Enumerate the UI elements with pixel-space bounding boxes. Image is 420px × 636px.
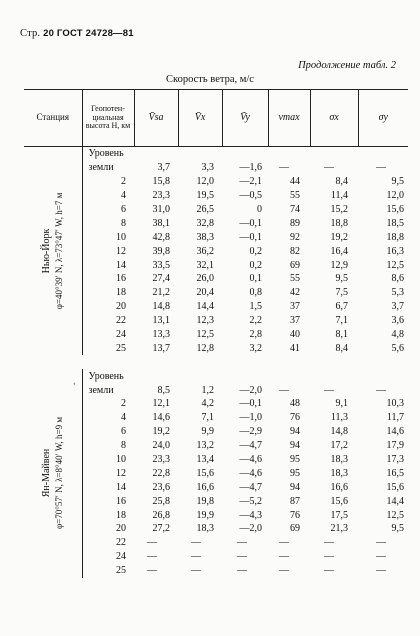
height-cell: 2 [121,398,126,410]
surface-label: Уровень [88,148,124,160]
table-cell: —0,1 [239,217,262,229]
table-cell: — [279,551,289,563]
table-cell: 95 [290,454,300,466]
table-cell: — [147,537,157,549]
height-cell: 16 [116,495,126,507]
table-cell: —4,7 [239,440,262,452]
height-cell: 10 [116,231,126,243]
table-cell: 94 [290,426,300,438]
table-cell: — [324,565,334,577]
table-cell: — [279,162,289,174]
table-cell: 9,1 [335,398,348,410]
height-cell: 20 [116,301,126,313]
height-cell: 18 [116,287,126,299]
col-vx: V̄x [178,90,222,147]
page-header [20,28,134,39]
col-vsa: V̄sa [134,90,178,147]
table-cell: 19,9 [196,509,214,521]
table-cell: 12,5 [386,509,404,521]
table-cell: — [376,537,386,549]
height-cell: 2 [121,176,126,188]
height-cell: 18 [116,509,126,521]
surface-label: Уровень [88,370,124,382]
station-name: Ян-Майвен [40,449,52,498]
table-cell: 8,4 [335,176,348,188]
surface-label-row [24,147,408,161]
table-cell: 36,2 [196,245,214,257]
table-cell: — [324,537,334,549]
height-cell: 8 [121,217,126,229]
table-cell: — [376,384,386,396]
table-cell: 13,1 [152,315,170,327]
table-cell: — [191,551,201,563]
col-height: Геопотен-циальная высота H, км [82,90,134,147]
table-cell: 12,0 [386,190,404,202]
table-cell: 32,8 [196,217,214,229]
table-cell: 44 [290,176,300,188]
table-cell: 18,5 [386,217,404,229]
table-cell: 12,5 [386,259,404,271]
table-cell: 76 [290,412,300,424]
table-cell: 13,2 [196,440,214,452]
table-cell: 17,3 [386,454,404,466]
table-cell: 38,3 [196,231,214,243]
table-cell: 3,7 [391,301,404,313]
table-cell: 94 [290,481,300,493]
wind-speed-table [24,89,408,578]
table-cell: — [324,162,334,174]
table-cell: 38,1 [152,217,170,229]
height-cell: 12 [116,467,126,479]
table-cell: — [324,551,334,563]
height-cell: 6 [121,426,126,438]
height-cell: 25 [116,342,126,354]
table-cell: —2,9 [239,426,262,438]
table-cell: 8,4 [335,342,348,354]
table-cell: 21,2 [152,287,170,299]
margin-mark: ʻ [73,381,76,390]
table-cell: 7,1 [201,412,214,424]
table-cell: —4,3 [239,509,262,521]
height-cell: 8 [121,440,126,452]
height-cell: 22 [116,315,126,327]
block-separator [24,355,408,369]
height-cell: 25 [116,565,126,577]
table-cell: 33,5 [152,259,170,271]
height-cell: 10 [116,454,126,466]
table-cell: 14,8 [152,301,170,313]
table-cell: 7,5 [335,287,348,299]
table-cell: — [147,551,157,563]
table-cell: 11,7 [386,412,404,424]
col-vmax: vmax [268,90,310,147]
table-header-row [24,90,408,147]
table-cell: 3,2 [249,342,262,354]
table-cell: 0,8 [249,287,262,299]
table-cell: 14,4 [386,495,404,507]
table-cell: 0,2 [249,245,262,257]
table-cell: — [324,384,334,396]
table-cell: 15,2 [330,204,348,215]
table-cell: 9,5 [391,523,404,535]
table-cell: — [237,537,247,549]
table-cell: 55 [290,190,300,202]
col-sx: σx [310,90,358,147]
table-cell: 37 [290,315,300,327]
table-cell: 0 [257,204,262,215]
table-cell: —0,5 [239,190,262,202]
table-cell: 0,2 [249,259,262,271]
table-cell: 87 [290,495,300,507]
table-cell: 48 [290,398,300,410]
height-cell: 4 [121,412,126,424]
table-cell: 13,4 [196,454,214,466]
surface-label: земли [88,162,114,174]
table-cell: 40 [290,329,300,341]
table-cell: 69 [290,523,300,535]
table-cell: 2,2 [249,315,262,327]
table-cell: 92 [290,231,300,243]
table-cell: 3,6 [391,315,404,327]
col-station: Станция [24,90,82,147]
table-cell: 24,0 [152,440,170,452]
table-cell: —4,6 [239,467,262,479]
table-cell: 11,3 [330,412,348,424]
station-cell [24,369,82,577]
table-cell: 9,5 [335,273,348,285]
table-cell: 5,6 [391,342,404,354]
table-subtitle: Скорость ветра, м/с [166,74,254,85]
table-cell: 94 [290,440,300,452]
table-cell: 25,8 [152,495,170,507]
height-cell: 22 [116,537,126,549]
table-cell: 15,6 [386,481,404,493]
table-cell: 14,6 [386,426,404,438]
table-cell: 12,0 [196,176,214,188]
table-cell: 13,3 [152,329,170,341]
station-name: Нью-Йорк [40,228,52,274]
table-cell: 15,8 [152,176,170,188]
table-cell: —5,2 [239,495,262,507]
col-vy: V̄y [222,90,268,147]
height-cell: 12 [116,245,126,257]
table-cell: —2,0 [239,523,262,535]
table-cell: 8,6 [391,273,404,285]
table-cell: — [237,551,247,563]
table-cell: 42 [290,287,300,299]
table-cell: 15,6 [330,495,348,507]
table-cell: 10,3 [386,398,404,410]
table-cell: — [237,565,247,577]
table-cell: 19,2 [330,231,348,243]
table-cell: 16,4 [330,245,348,257]
table-cell: 4,2 [201,398,214,410]
table-cell: 23,6 [152,481,170,493]
table-cell: 74 [290,204,300,215]
table-cell: 32,1 [196,259,214,271]
table-cell: 23,3 [152,190,170,202]
table-cell: 0,1 [249,273,262,285]
table-cell: 1,5 [249,301,262,313]
table-cell: 76 [290,509,300,521]
table-cell: 18,8 [330,217,348,229]
table-cell: 12,1 [152,398,170,410]
table-cell: 3,7 [157,162,170,174]
table-cell: — [191,565,201,577]
table-cell: 14,6 [152,412,170,424]
table-cell: 2,8 [249,329,262,341]
table-cell: 3,3 [201,162,214,174]
table-cell: 26,5 [196,204,214,215]
table-cell: — [376,551,386,563]
table-cell: 39,8 [152,245,170,257]
col-sy: σy [358,90,408,147]
station-coords: φ=70°57′ N, λ=8°40′ W, h=9 м [53,417,64,530]
table-cell: — [279,384,289,396]
page-label: Стр. [20,28,41,39]
table-cell: 27,2 [152,523,170,535]
table-cell: 9,5 [391,176,404,188]
height-cell: 6 [121,204,126,215]
table-cell: 18,3 [196,523,214,535]
table-cell: 8,5 [157,384,170,396]
surface-label: земли [88,384,114,396]
station-cell [24,147,82,356]
table-continuation-note: Продолжение табл. 2 [298,60,396,71]
table-cell: 12,9 [330,259,348,271]
table-cell: 15,6 [196,467,214,479]
table-cell: 17,2 [330,440,348,452]
table-cell: 26,8 [152,509,170,521]
table-cell: —4,7 [239,481,262,493]
table-cell: 14,8 [330,426,348,438]
table-cell: —1,0 [239,412,262,424]
table-cell: 37 [290,301,300,313]
table-cell: 89 [290,217,300,229]
table-cell: 18,3 [330,467,348,479]
table-cell: 19,8 [196,495,214,507]
table-cell: 21,3 [330,523,348,535]
table-cell: 18,8 [386,231,404,243]
table-cell: 13,7 [152,342,170,354]
table-cell: 16,3 [386,245,404,257]
table-cell: 5,3 [391,287,404,299]
table-cell: 82 [290,245,300,257]
table-cell: 4,8 [391,329,404,341]
table-cell: —4,6 [239,454,262,466]
table-cell: 12,5 [196,329,214,341]
table-cell: — [279,565,289,577]
height-cell: 24 [116,329,126,341]
table-cell: — [191,537,201,549]
table-cell: — [279,537,289,549]
table-cell: —2,1 [239,176,262,188]
table-cell: 41 [290,342,300,354]
table-cell: — [376,565,386,577]
height-cell: 16 [116,273,126,285]
table-cell: 55 [290,273,300,285]
height-cell: 14 [116,259,126,271]
table-cell: 17,5 [330,509,348,521]
table-cell: 11,4 [330,190,348,202]
table-cell: 15,6 [386,204,404,215]
surface-label-row [24,369,408,383]
table-cell: 18,3 [330,454,348,466]
table-cell: — [147,565,157,577]
table-cell: 1,2 [201,384,214,396]
table-cell: — [376,162,386,174]
table-cell: 17,9 [386,440,404,452]
table-cell: 19,5 [196,190,214,202]
table-cell: 12,8 [196,342,214,354]
table-cell: 16,6 [196,481,214,493]
table-cell: 16,5 [386,467,404,479]
table-cell: 42,8 [152,231,170,243]
table-cell: 95 [290,467,300,479]
standard-code: ГОСТ 24728—81 [56,28,134,39]
table-cell: —2,0 [239,384,262,396]
table-cell: 26,0 [196,273,214,285]
table-cell: 20,4 [196,287,214,299]
table-cell: 12,3 [196,315,214,327]
table-cell: 31,0 [152,204,170,215]
height-cell: 4 [121,190,126,202]
table-cell: 22,8 [152,467,170,479]
table-cell: 27,4 [152,273,170,285]
table-cell: 6,7 [335,301,348,313]
height-cell: 24 [116,551,126,563]
table-cell: 14,4 [196,301,214,313]
table-cell: 23,3 [152,454,170,466]
height-cell: 20 [116,523,126,535]
table-cell: 16,6 [330,481,348,493]
table-cell: —0,1 [239,231,262,243]
table-cell: 19,2 [152,426,170,438]
table-cell: 8,1 [335,329,348,341]
table-cell: 9,9 [201,426,214,438]
table-cell: —0,1 [239,398,262,410]
table-cell: 7,1 [335,315,348,327]
table-cell: 69 [290,259,300,271]
station-coords: φ=40°39′ N, λ=73°47′ W, h=7 м [53,192,64,310]
table-cell: —1,6 [239,162,262,174]
height-cell: 14 [116,481,126,493]
page-number: 20 [43,28,55,39]
